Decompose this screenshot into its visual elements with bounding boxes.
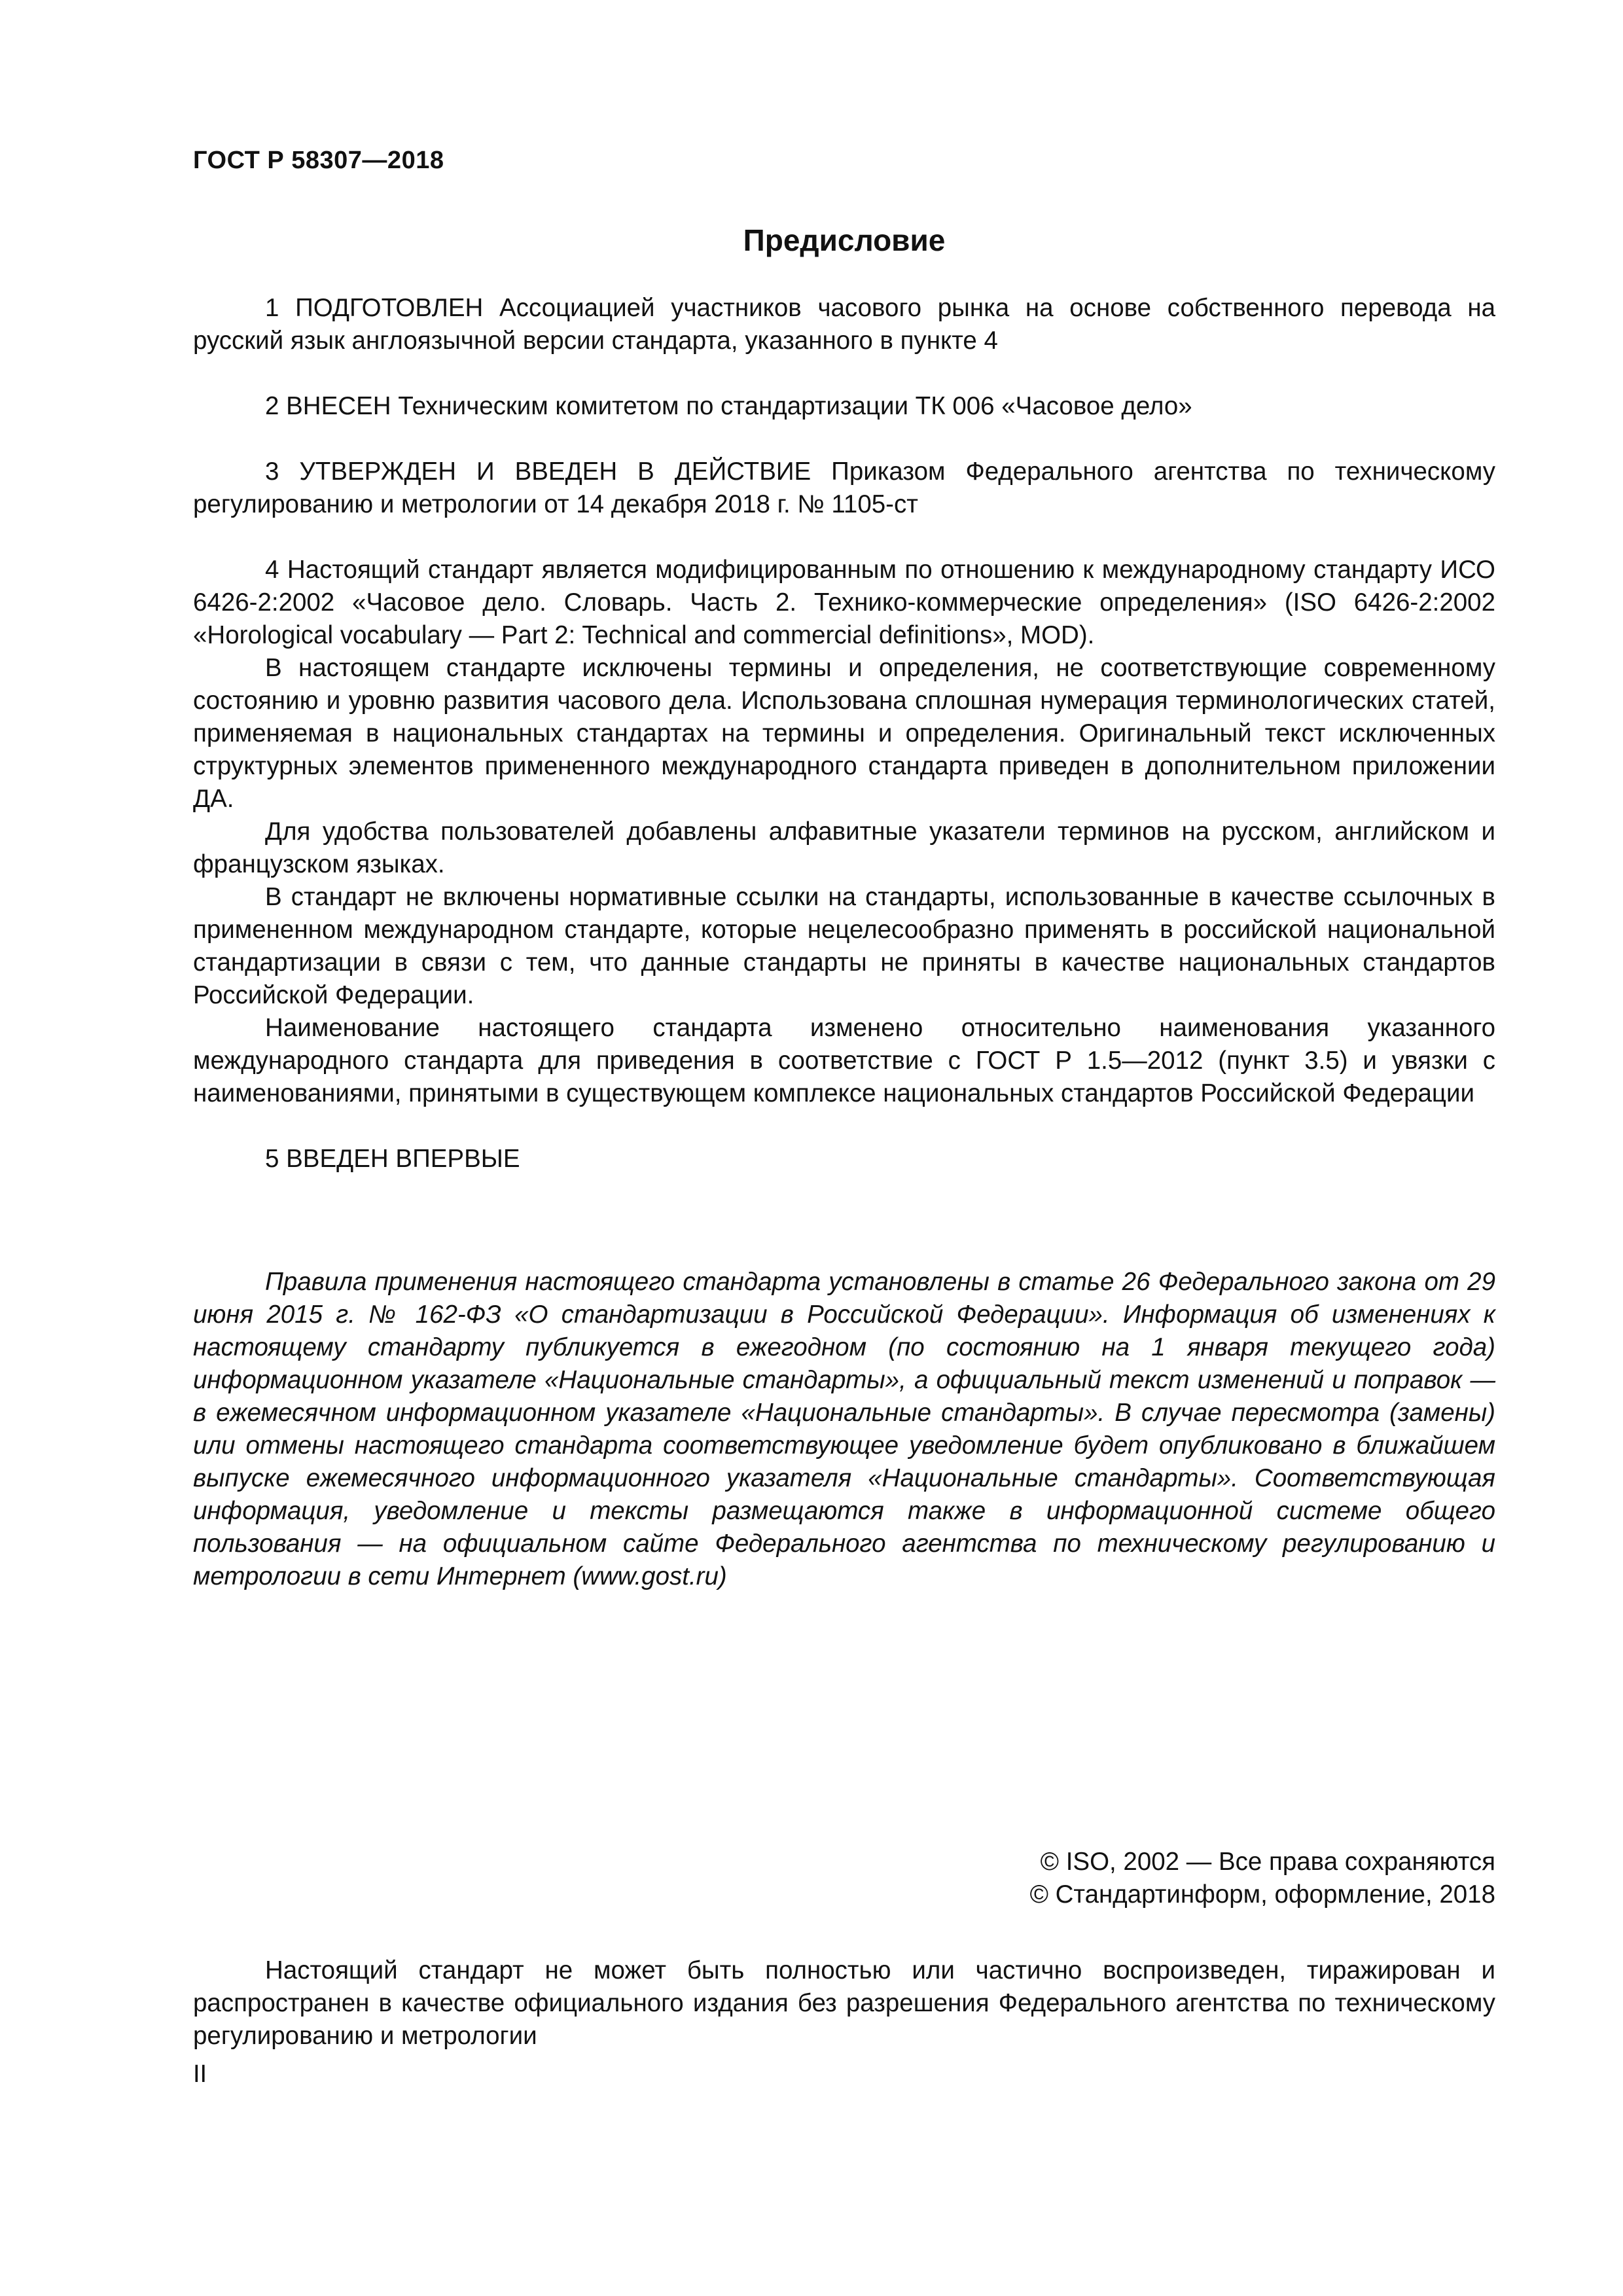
paragraph-references: В стандарт не включены нормативные ссылки на стандарты, использованные в качестве ссылочных в примененном международном стандарте, которые нецелесообразно применять в российской национальной стандартизации в связи с тем, что данные стандарты не приняты в качестве национальных стандартов Российской Федерации. bbox=[193, 883, 1495, 1009]
paragraph-approved: 3 УТВЕРЖДЕН И ВВЕДЕН В ДЕЙСТВИЕ Приказом Федерального агентства по техническому регулированию и метрологии от 14 декабря 2018 г. № 1105-ст bbox=[193, 457, 1495, 518]
page-number: II bbox=[193, 2060, 207, 2088]
paragraph-modified: 4 Настоящий стандарт является модифицированным по отношению к международному стандарту ИСО 6426-2:2002 «Часовое дело. Словарь. Часть 2. Технико-коммерческие определения» (ISO 6426-2:2002 «Horological vocabulary — Part 2: Technical and commercial definitions», MOD). bbox=[193, 556, 1495, 649]
paragraph-submitted: 2 ВНЕСЕН Техническим комитетом по стандартизации ТК 006 «Часовое дело» bbox=[265, 392, 1192, 420]
reproduction-restriction: Настоящий стандарт не может быть полностью или частично воспроизведен, тиражирован и распространен в качестве официального издания без разрешения Федерального агентства по техническому регулированию и метрологии bbox=[193, 1956, 1495, 2050]
copyright-standartinform: © Стандартинформ, оформление, 2018 bbox=[1029, 1880, 1495, 1909]
document-id: ГОСТ Р 58307—2018 bbox=[193, 147, 444, 174]
paragraph-introduced-first: 5 ВВЕДЕН ВПЕРВЫЕ bbox=[265, 1145, 520, 1173]
copyright-iso: © ISO, 2002 — Все права сохраняются bbox=[1040, 1848, 1495, 1876]
paragraph-indexes: Для удобства пользователей добавлены алфавитные указатели терминов на русском, английском и французском языках. bbox=[193, 817, 1495, 878]
copyright-block bbox=[1030, 1846, 1495, 1911]
foreword-body bbox=[193, 292, 1495, 1175]
application-rules-notice: Правила применения настоящего стандарта установлены в статье 26 Федерального закона от 29 июня 2015 г. № 162-ФЗ «О стандартизации в Российской Федерации». Информация об изменениях к настоящему стандарту публикуется в ежегодном (по состоянию на 1 января текущего года) информационном указателе «Национальные стандарты», а официальный текст изменений и поправок — в ежемесячном информационном указателе «Национальные стандарты». В случае пересмотра (замены) или отмены настоящего стандарта соответствующее уведомление будет опубликовано в ближайшем выпуске ежемесячного информационного указателя «Национальные стандарты». Соответствующая информация, уведомление и тексты размещаются также в информационной системе общего пользования — на официальном сайте Федерального агентства по техническому регулированию и метрологии в сети Интернет (www.gost.ru) bbox=[193, 1268, 1495, 1590]
paragraph-prepared: 1 ПОДГОТОВЛЕН Ассоциацией участников часового рынка на основе собственного перевода на русский язык англоязычной версии стандарта, указанного в пункте 4 bbox=[193, 294, 1495, 355]
page-title: Предисловие bbox=[743, 223, 946, 257]
paragraph-excluded-terms: В настоящем стандарте исключены термины и определения, не соответствующие современному состоянию и уровню развития часового дела. Использована сплошная нумерация терминологических статей, применяемая в национальных стандартах на термины и определения. Оригинальный текст исключенных структурных элементов примененного международного стандарта приведен в дополнительном приложении ДА. bbox=[193, 654, 1495, 813]
paragraph-name-change: Наименование настоящего стандарта изменено относительно наименования указанного международного стандарта для приведения в соответствие с ГОСТ Р 1.5—2012 (пункт 3.5) и увязки с наименованиями, принятыми в существующем комплексе национальных стандартов Российской Федерации bbox=[193, 1014, 1495, 1107]
